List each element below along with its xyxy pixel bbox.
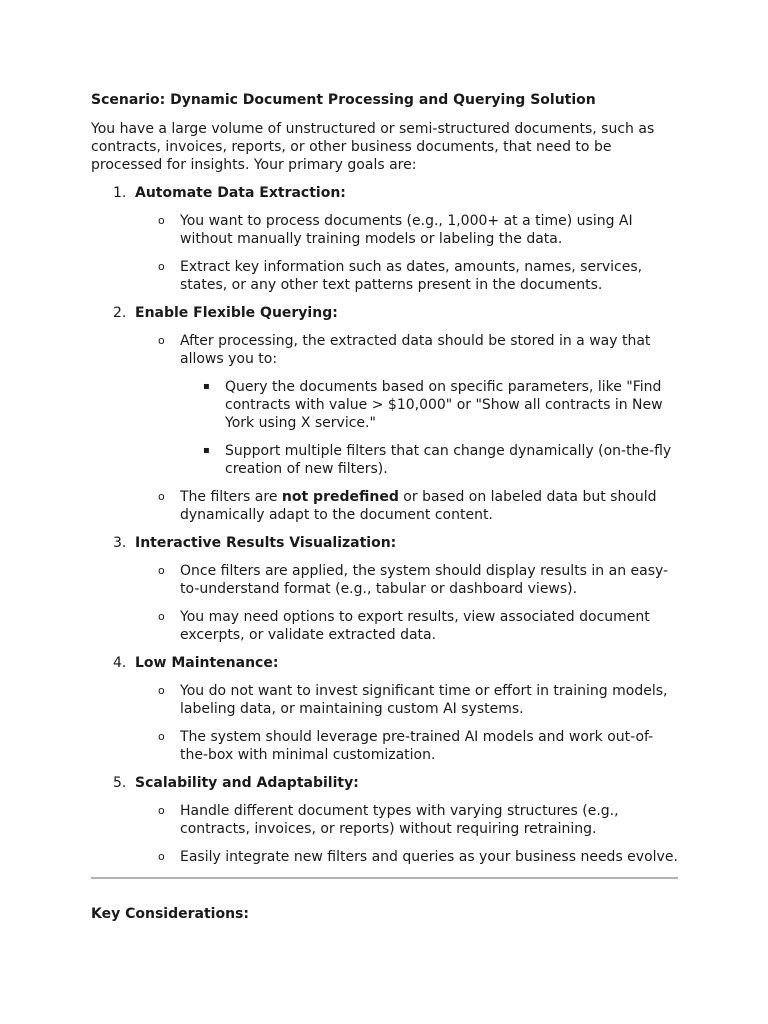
list-item-text: Support multiple filters that can change dynamically (on-the-fly creation of new filters). — [225, 443, 672, 477]
list-item — [91, 682, 678, 718]
circle-bullet-icon: o — [158, 610, 165, 623]
list-item — [91, 258, 678, 294]
circle-bullet-icon: o — [158, 564, 165, 577]
list-item-text: You may need options to export results, view associated document excerpts, or validate extracted data. — [180, 609, 650, 643]
list-item — [91, 488, 678, 524]
square-bullet-icon: ▪ — [203, 381, 210, 392]
circle-bullet-icon: o — [158, 334, 165, 347]
list-item-text: You do not want to invest significant time or effort in training models, labeling data, or maintaining custom AI systems. — [180, 683, 668, 717]
nested-list-item — [91, 442, 678, 478]
goal-number: 1. — [113, 185, 127, 201]
list-item — [91, 608, 678, 644]
goal-3-heading — [91, 534, 678, 552]
goal-number: 5. — [113, 775, 127, 791]
list-item-text — [180, 489, 657, 523]
list-item — [91, 562, 678, 598]
goal-heading-text: Interactive Results Visualization: — [135, 535, 397, 551]
document-title: Scenario: Dynamic Document Processing and Querying Solution — [91, 92, 596, 108]
goal-heading-text: Automate Data Extraction: — [135, 185, 346, 201]
list-item — [91, 212, 678, 248]
goal-1-heading — [91, 184, 678, 202]
circle-bullet-icon: o — [158, 214, 165, 227]
circle-bullet-icon: o — [158, 490, 165, 503]
circle-bullet-icon: o — [158, 850, 165, 863]
text-run: The filters are — [180, 489, 282, 505]
document-page — [91, 91, 678, 923]
list-item-text: Handle different document types with varying structures (e.g., contracts, invoices, or reports) without requiring retraining. — [180, 803, 619, 837]
circle-bullet-icon: o — [158, 730, 165, 743]
list-item-text: Extract key information such as dates, amounts, names, services, states, or any other text patterns present in the documents. — [180, 259, 643, 293]
list-item — [91, 802, 678, 838]
list-item-text: The system should leverage pre-trained AI models and work out-of-the-box with minimal customization. — [180, 729, 654, 763]
list-item-text: After processing, the extracted data should be stored in a way that allows you to: — [180, 333, 651, 367]
intro-paragraph: You have a large volume of unstructured or semi-structured documents, such as contracts, invoices, reports, or other business documents, that need to be processed for insights. Your primary goals are: — [91, 121, 655, 173]
horizontal-divider — [91, 877, 678, 879]
goal-heading-text: Enable Flexible Querying: — [135, 305, 338, 321]
list-item-text: Easily integrate new filters and queries as your business needs evolve. — [180, 849, 678, 865]
goal-heading-text: Scalability and Adaptability: — [135, 775, 359, 791]
goal-number: 4. — [113, 655, 127, 671]
goal-2-heading — [91, 304, 678, 322]
circle-bullet-icon: o — [158, 684, 165, 697]
key-considerations-heading: Key Considerations: — [91, 906, 249, 922]
circle-bullet-icon: o — [158, 804, 165, 817]
goal-number: 2. — [113, 305, 127, 321]
emphasis-text: not predefined — [281, 489, 399, 505]
text-run: or based on labeled data but should dynamically adapt to the document content. — [180, 489, 657, 523]
nested-list-item — [91, 378, 678, 432]
list-item — [91, 848, 678, 866]
goal-heading-text: Low Maintenance: — [135, 655, 279, 671]
list-item-text: You want to process documents (e.g., 1,000+ at a time) using AI without manually training models or labeling the data. — [180, 213, 633, 247]
square-bullet-icon: ▪ — [203, 445, 210, 456]
list-item — [91, 728, 678, 764]
list-item-text: Query the documents based on specific parameters, like "Find contracts with value > $10,000" or "Show all contracts in New York using X service." — [225, 379, 663, 431]
goal-4-heading — [91, 654, 678, 672]
goal-5-heading — [91, 774, 678, 792]
list-item-text: Once filters are applied, the system should display results in an easy-to-understand format (e.g., tabular or dashboard views). — [180, 563, 669, 597]
list-item — [91, 332, 678, 368]
goal-number: 3. — [113, 535, 127, 551]
circle-bullet-icon: o — [158, 260, 165, 273]
